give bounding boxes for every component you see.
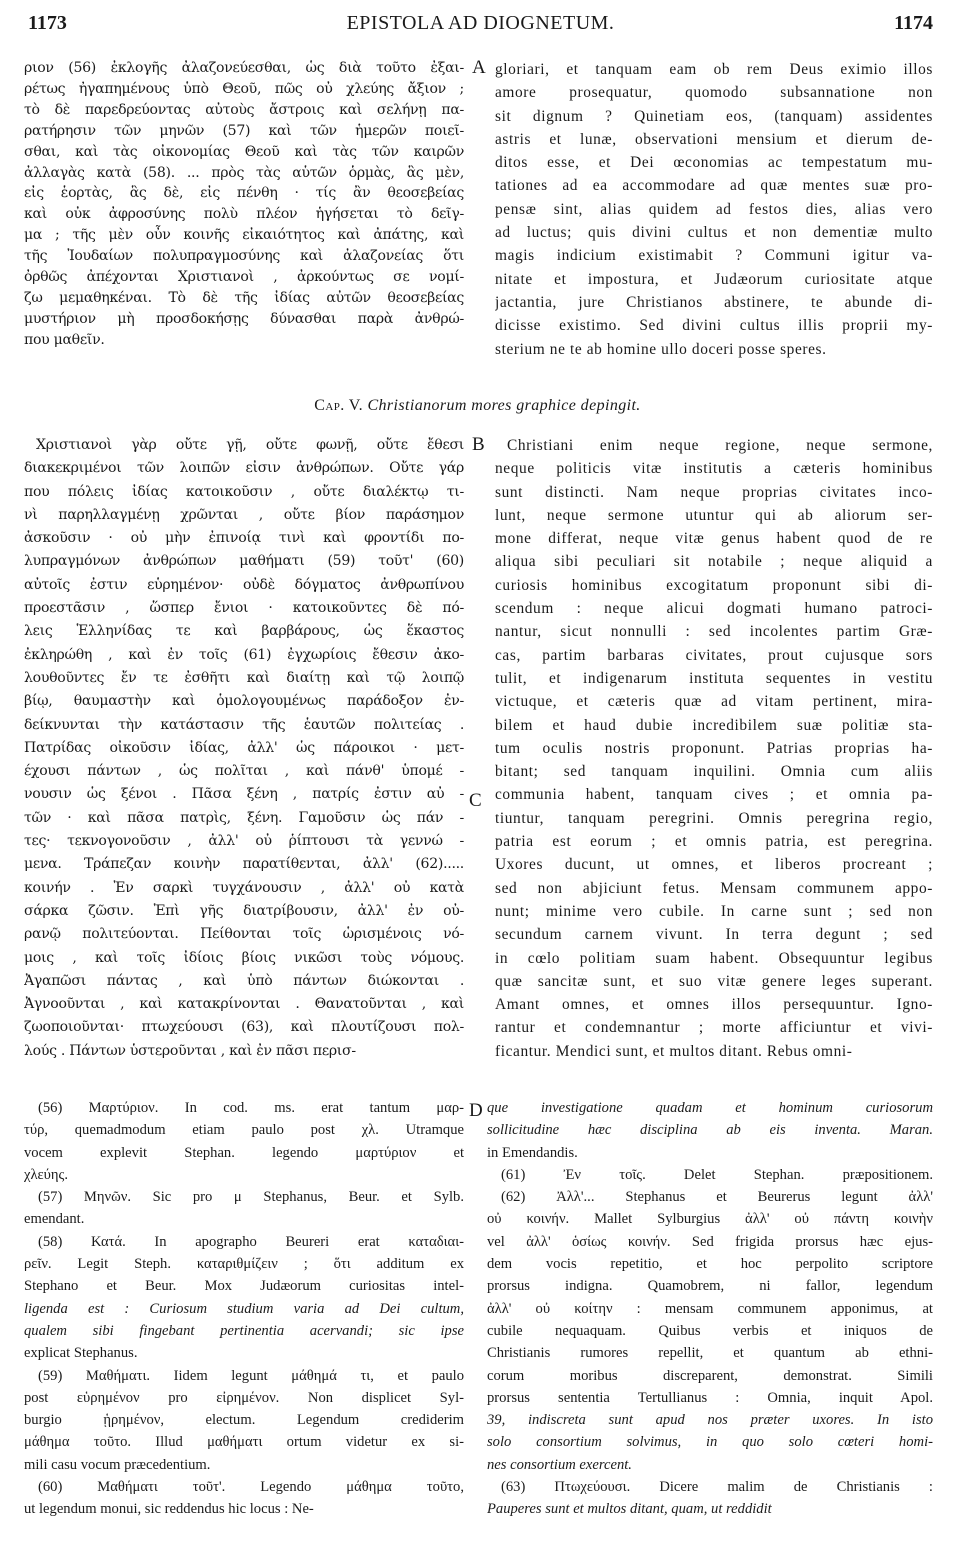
latin-line: pensæ sint, alias quidem ad festos dies, alias vero <box>495 200 933 218</box>
latin-line: Amant omnes, et omnes illos persequuntur. Igno- <box>495 996 933 1014</box>
latin-line: bitant; sed tanquam inquilini. Omnia cum aliis <box>495 763 933 781</box>
greek-line: ἀλλαγὰς κατὰ (58). ... πρὸς τὰς αὑτῶν ὁρμὰς, ἃς μὲν, <box>24 164 464 181</box>
latin-line: dicisse existimo. Sed divini cultus illis proprii my- <box>495 317 933 335</box>
footnote-line: vel ἀλλ' ὁσίως κοινήν. Sed frigida prorsus hæc ejus- <box>487 1233 933 1250</box>
footnote-line: ἀλλ' οὐ κοίτην : mensam communem apponimus, at <box>487 1300 933 1317</box>
footnote-line: qualem sibi fingebant pertinentia acervandi; sic ipse <box>24 1322 464 1339</box>
footnote-line: solo consortium solvimus, in quo solo cœteri homi- <box>487 1434 933 1451</box>
footnote-line: (62) Ἀλλ'... Stephanus et Beurerus legunt ἀλλ' <box>501 1189 933 1206</box>
latin-line: quæ sancitæ sunt, et suo vitæ genere leges superant. <box>495 972 933 990</box>
footnote-line: que investigatione quadam et hominum curiosorum <box>487 1100 933 1116</box>
latin-line: lunt, neque sermone utuntur qui ab aliorum ser- <box>495 506 933 524</box>
latin-line: curiosis hominibus excogitatum proponunt sibi di- <box>495 576 933 594</box>
latin-line: aliqua sibi peculiari sit notabile ; neque aliquid a <box>495 553 933 571</box>
latin-line: scendum : neque alicui dogmati humano patroci- <box>495 600 933 618</box>
footnote-line: (63) Πτωχεύουσι. Dicere malim de Christianis : <box>501 1479 933 1496</box>
chapter-title: Christianorum mores graphice depingit. <box>367 397 641 414</box>
footnote-line: Christianis rumores repellit, et quantum ab ethni- <box>487 1345 933 1362</box>
footnote-line: (57) Μηνῶν. Sic pro μ Stephanus, Beur. et Sylb. <box>38 1189 464 1206</box>
running-title: EPISTOLA AD DIOGNETUM. <box>346 12 615 34</box>
greek-line: Χριστιανοὶ γὰρ οὔτε γῇ, οὔτε φωνῇ, οὔτε ἔθεσι <box>36 437 464 453</box>
latin-line: ad luctus; quis divini cultus et non dementiæ multo <box>495 224 933 242</box>
greek-line: ζωοποιοῦνται· πτωχεύουσι (63), καὶ πλουτίζουσι πολ- <box>24 1019 464 1036</box>
footnote-line: post εὑρημένον pro εἰρημένον. Non displicet Syl- <box>24 1389 464 1406</box>
greek-line: ριον (56) ἐκλογῆς ἀλαζονεύεσθαι, ὡς διὰ τοῦτο ἐξαι- <box>24 60 464 76</box>
latin-line: cas, partim barbaras civitates, prout cujusque sors <box>495 646 933 664</box>
greek-line: τες· τεκνογονοῦσιν , ἀλλ' οὐ ῥίπτουσι τὰ γεννώ - <box>24 833 464 850</box>
chapter-heading <box>0 397 955 415</box>
greek-line: νὶ παρηλλαγμένῃ χρῶνται , οὔτε βίον παράσημον <box>24 506 464 523</box>
greek-line: σάρκα ζῶσιν. Ἐπὶ γῆς διατρίβουσιν, ἀλλ' ἐν οὐ- <box>24 902 464 919</box>
greek-line: ρανῷ πολιτεύονται. Πείθονται τοῖς ὡρισμένοις νό- <box>24 926 464 943</box>
greek-line: που πόλεις ἰδίας κατοικοῦσιν , οὔτε διαλέκτῳ τι- <box>24 483 464 500</box>
footnote-line: in Emendandis. <box>487 1144 578 1161</box>
greek-line: τῶν · καὶ πᾶσα πατρὶς, ξένη. Γαμοῦσιν ὡς πάν - <box>24 809 464 826</box>
greek-line: λούς . Πάντων ὑστεροῦνται , καὶ ἐν πᾶσι περισ- <box>24 1042 356 1059</box>
greek-line: προεστᾶσιν , ὥσπερ ἔνιοι · κατοικοῦντες δὲ πό- <box>24 600 464 617</box>
greek-line: ρέτως ἠγαπημένους ὑπὸ Θεοῦ, πῶς οὐ χλεύης ἄξιον ; <box>24 80 464 97</box>
footnote-line: dem vocis repetitio, et hoc perpolito scriptore <box>487 1256 933 1273</box>
latin-line: astris et lunæ, observationi mensium et dierum de- <box>495 130 933 148</box>
greek-line: έχουσι πάντων , ὡς πολῖται , καὶ πάνθ' ὑπομέ - <box>24 763 464 780</box>
greek-line: λεις Ἑλληνίδας τε καὶ βαρβάρους, ὡς ἕκαστος <box>24 623 464 640</box>
greek-line: τὸ δὲ παρεδρεύοντας αὐτοὺς ἄστροις καὶ σελήνῃ πα- <box>24 101 464 118</box>
footnote-line: burgio ᾑρημένον, electum. Legendum crediderim <box>24 1412 464 1429</box>
footnote-line: ρεῖν. Legit Steph. καταριθμίζειν ; ὅτι additum ex <box>24 1256 464 1273</box>
footnote-line: mili casu vocum præcedentium. <box>24 1456 211 1473</box>
latin-line: ficantur. Mendici sunt, et multos ditant. Rebus omni- <box>495 1042 853 1060</box>
footnote-line: (56) Μαρτύριον. In cod. ms. erat tantum μαρ- <box>38 1100 464 1116</box>
greek-line: αὐτοῖς ἐστιν εὑρημένον· οὐδὲ δόγματος ἀνθρωπίνου <box>24 576 464 593</box>
latin-line: communia habent, tanquam cives ; et omnia pa- <box>495 786 933 804</box>
latin-line: Uxores ducunt, ut omnes, et liberos procreant ; <box>495 856 933 874</box>
latin-line: neque politicis vitæ institutis a cæteris hominibus <box>495 460 933 478</box>
latin-line: tulit, et indigenarum instituta sequentes in vestitu <box>495 669 933 687</box>
latin-line: tum oculis nostris proponunt. Patrias proprias ha- <box>495 739 933 757</box>
footnote-line: ligenda est : Curiosum studium varia ad Dei cultum, <box>24 1300 464 1317</box>
latin-line: rantur et condemnantur ; morte afficiuntur et vivi- <box>495 1019 933 1037</box>
margin-letter-b: B <box>472 434 485 455</box>
footnote-line: (58) Κατά. In apographo Beureri erat καταδιαι- <box>38 1233 464 1250</box>
greek-line: βίῳ, θαυμαστὴν καὶ ὁμολογουμένως παράδοξον ἐν- <box>24 693 464 710</box>
footnote-line: 39, indiscreta sunt apud nos præter uxores. In isto <box>487 1412 933 1429</box>
footnote-line: explicat Stephanus. <box>24 1345 138 1362</box>
footnote-line: prorsus indigna. Quamobrem, ni fallor, legendum <box>487 1278 933 1295</box>
greek-line: λυπραγμόνων ἀνθρώπων μαθήματι (59) τοῦτ' (60) <box>24 553 464 570</box>
greek-line: διακεκριμένοι τῶν λοιπῶν εἰσιν ἀνθρώπων. Οὔτε γάρ <box>24 460 464 477</box>
margin-letter-a: A <box>472 57 486 78</box>
footnotes-right <box>487 1097 933 1521</box>
latin-line: in cœlo politiam suam habent. Obsequuntur legibus <box>495 949 933 967</box>
greek-line: μοις , καὶ τοῖς ἰδίοις βίοις νικῶσι τοὺς νόμους. <box>24 949 464 966</box>
page-header <box>28 8 933 38</box>
footnote-line: ut legendum monui, sic reddendus hic locus : Ne- <box>24 1501 314 1518</box>
footnote-line: τύρ, quemadmodum etiam paulo post χλ. Utramque <box>24 1122 464 1139</box>
footnote-line: vocem explevit Stephan. legendo μαρτύριον et <box>24 1144 464 1161</box>
latin-line: nantur, sicut nonnulli : sed incolentes partim Græ- <box>495 623 933 641</box>
footnote-line: Stephano et Beur. Mox Judæorum curiositas intel- <box>24 1278 464 1295</box>
footnote-line: emendant. <box>24 1211 85 1228</box>
footnote-line: μάθημα τοῦτο. Illud μαθήματι ortum videtur ex si- <box>24 1434 464 1451</box>
page-number-left: 1173 <box>28 12 67 34</box>
footnotes-left <box>24 1097 464 1521</box>
footnote-line: (61) Ἐν τοῖς. Delet Stephan. præpositionem. <box>501 1166 933 1183</box>
latin-line: magis indicium existimabit ? Communi igitur va- <box>495 247 933 265</box>
latin-line: tiuntur, tanquam peregrini. Omnis peregrina regio, <box>495 809 933 827</box>
latin-line: Christiani enim neque regione, neque sermone, <box>507 437 933 454</box>
latin-line: victuque, et cæteris quæ ad vitam pertinent, mira- <box>495 693 933 711</box>
greek-line: σθαι, καὶ τὰς οἰκονομίας Θεοῦ καὶ τὰς τῶν καιρῶν <box>24 143 464 160</box>
greek-line: Ἀγαπῶσι πάντας , καὶ ὑπὸ πάντων διώκονται . <box>24 972 464 989</box>
footnote-line: nes consortium exercent. <box>487 1456 632 1473</box>
greek-line: ἀσκοῦσιν · οὐ μὴν ἐπινοίᾳ τινὶ καὶ φροντίδι πο- <box>24 530 464 547</box>
chapter-label: Cap. V. <box>314 397 364 414</box>
footnote-line: cubile nequaquam. Quibus verbis et iniquos de <box>487 1322 933 1339</box>
latin-line: sterium ne te ab homine ullo doceri posse speres. <box>495 340 827 358</box>
footnote-line: sollicitudine hæc disciplina ab eis inventa. Maran. <box>487 1122 933 1139</box>
latin-line: amore prosequatur, quomodo subsannatione non <box>495 84 933 102</box>
latin-line: secundum carnem vivunt. In terra degunt ; sed <box>495 926 933 944</box>
latin-line: sit dignum ? Quinetiam eos, (tanquam) assidentes <box>495 107 933 125</box>
greek-line: Πατρίδας οἰκοῦσιν ἰδίας, ἀλλ' ὡς πάροικοι · μετ- <box>24 739 464 756</box>
greek-line: ζω μεμαθηκέναι. Τὸ δὲ τῆς ἰδίας αὐτῶν θεοσεβείας <box>24 289 464 306</box>
latin-text-top <box>495 58 933 361</box>
latin-line: ditos esse, et Dei œconomias ac tempestatum mu- <box>495 154 933 172</box>
greek-line: κοινήν . Ἐν σαρκὶ τυγχάνουσιν , ἀλλ' οὐ κατὰ <box>24 879 464 896</box>
greek-line: εἰς ἑορτὰς, ἃς δὲ, εἰς πένθη · τίς ἂν θεοσεβείας <box>24 185 464 202</box>
page-number-right: 1174 <box>894 12 933 34</box>
greek-text-top <box>24 58 464 351</box>
footnote-line: corum moribus discreparent, demonstrat. Simili <box>487 1367 933 1384</box>
latin-text-main <box>495 434 933 1063</box>
greek-line: ὀρθῶς ἀπέχονται Χριστιανοὶ , ἀρκούντως σε νομί- <box>24 269 464 286</box>
latin-line: nunt; minime vero cubile. In carne sunt ; sed non <box>495 902 933 920</box>
greek-line: νουσιν ὡς ξένοι . Πᾶσα ξένη , πατρίς ἐστιν αὐ - <box>24 786 464 803</box>
footnote-line: (60) Μαθήματι τοῦτ'. Legendo μάθημα τοῦτο, <box>38 1479 464 1496</box>
latin-line: bilem et haud dubie incredibilem suæ politiæ sta- <box>495 716 933 734</box>
latin-line: nitate et impostura, et Judæorum curiositate atque <box>495 270 933 288</box>
latin-line: mone differat, neque vitæ genus habent quod de re <box>495 530 933 548</box>
greek-line: τῆς Ἰουδαίων πολυπραγμοσύνης καὶ ἀλαζονείας ὅτι <box>24 248 464 265</box>
latin-line: patria est eorum ; et omnis patria, est peregrina. <box>495 833 933 851</box>
footnote-line: (59) Μαθήματι. Iidem legunt μάθημά τι, et paulo <box>38 1367 464 1384</box>
footnote-line: Pauperes sunt et multos ditant, quam, ut reddidit <box>487 1501 772 1518</box>
greek-line: λουθοῦντες ἔν τε ἐσθῆτι καὶ διαίτῃ καὶ τῷ λοιπῷ <box>24 669 464 686</box>
footnote-line: χλεύης. <box>24 1166 68 1183</box>
latin-line: jactantia, jure Christianos abstinere, te abunde di- <box>495 293 933 311</box>
greek-text-main <box>24 434 464 1063</box>
greek-line: ρατήρησιν τῶν μηνῶν (57) καὶ τῶν ἡμερῶν ποιεῖ- <box>24 122 464 139</box>
latin-line: sed non abjiciunt fetus. Mensam communem appo- <box>495 879 933 897</box>
greek-line: ἐκληρώθη , καὶ ἐν τοῖς (61) ἐγχωρίοις ἔθεσιν ἀκο- <box>24 646 464 663</box>
greek-line: δείκνυνται τὴν κατάστασιν τῆς ἑαυτῶν πολιτείας . <box>24 716 464 733</box>
margin-letter-d: D <box>469 1100 483 1121</box>
latin-line: tationes ad ea accommodare ad quæ mentes suæ pro- <box>495 177 933 195</box>
greek-line: μυστήριον μὴ προσδοκήσῃς δύνασθαι παρὰ ἀνθρώ- <box>24 310 464 327</box>
footnote-line: prorsus sententia Tertullianus : Omnia, inquit Apol. <box>487 1389 933 1406</box>
greek-line: μενα. Τράπεζαν κοινὴν παρατίθενται, ἀλλ' (62)..... <box>24 856 464 873</box>
greek-line: που μαθεῖν. <box>24 331 105 348</box>
greek-line: Ἀγνοοῦνται , καὶ κατακρίνονται . Θανατοῦνται , καὶ <box>24 996 464 1013</box>
greek-line: καὶ οὐκ ἀφροσύνης πολὺ πλέον ἡγήσεται τὸ δεῖγ- <box>24 206 464 223</box>
margin-letter-c: C <box>469 790 482 811</box>
footnote-line: οὐ κοινήν. Mallet Sylburgius ἀλλ' οὐ πάντη κοινὴν <box>487 1211 933 1228</box>
greek-line: μα ; τῆς μὲν οὖν κοινῆς εἰκαιότητος καὶ ἀπάτης, καὶ <box>24 227 464 244</box>
latin-line: gloriari, et tanquam eam ob rem Deus eximio illos <box>495 61 933 78</box>
latin-line: sunt distincti. Nam neque proprias civitates inco- <box>495 483 933 501</box>
